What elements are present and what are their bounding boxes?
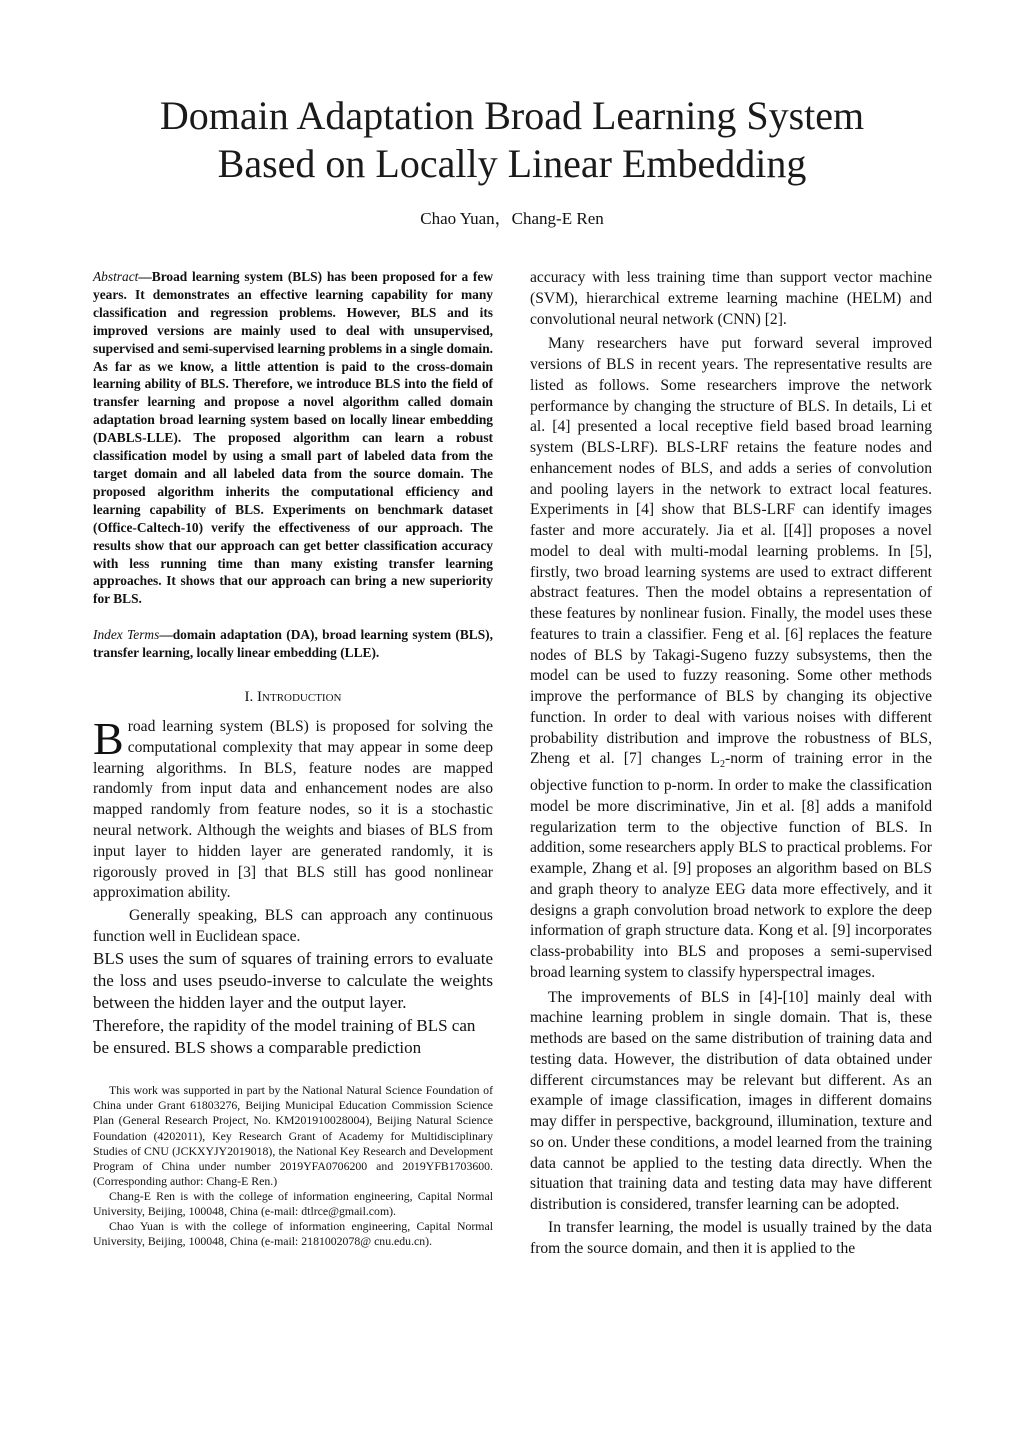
drop-cap: B (93, 713, 124, 765)
right-column (530, 268, 932, 1259)
left-column (93, 268, 493, 1249)
intro-paragraph-2c: Therefore, the rapidity of the model training of BLS can be ensured. BLS shows a comparable prediction (93, 1015, 476, 1057)
right-paragraph-2b: -norm of training error in the objective function to p-norm. In order to make the classification model be more discriminative, Jin et al. [8] adds a manifold regularization term to the objective function of BLS. In addition, some researchers apply BLS to practical problems. For example, Zhang et al. [9] proposes an algorithm based on BLS and graph theory to analyze EEG data more effectively, and it designs a graph convolution broad network to explore the deep information of graph structure data. Kong et al. [9] incorporates class-probability into BLS and proposes a semi-supervised broad learning system to classify hyperspectral images. (530, 750, 932, 981)
index-terms (93, 626, 493, 662)
index-terms-text: —domain adaptation (DA), broad learning system (BLS), transfer learning, locally linear embedding (LLE). (93, 627, 493, 661)
author-line: Chao Yuan，Chang-E Ren (420, 209, 604, 228)
abstract-label: Abstract (93, 269, 139, 284)
section-heading (93, 687, 493, 707)
title-line-1: Domain Adaptation Broad Learning System (159, 93, 865, 138)
title-line-2: Based on Locally Linear Embedding (217, 141, 807, 186)
intro-paragraph-2a: Generally speaking, BLS can approach any continuous function well in Euclidean space. (93, 907, 493, 945)
right-paragraph-2 (530, 334, 932, 983)
footnotes (93, 1083, 493, 1249)
abstract (93, 268, 493, 608)
footnote-author-ren: Chang-E Ren is with the college of information engineering, Capital Normal University, Beijing, 100048, China (e-mail: dtlrce@gmail.com). (93, 1188, 493, 1219)
abstract-text: —Broad learning system (BLS) has been proposed for a few years. It demonstrates an effective learning capability for many classification and regression problems. However, BLS and its improved versions are mainly used to deal with unsupervised, supervised and semi-supervised learning problems in a single domain. As far as we know, a little attention is paid to the cross-domain learning ability of BLS. Therefore, we introduce BLS into the field of transfer learning and propose a novel algorithm called domain adaptation broad learning system based on locally linear embedding (DABLS-LLE). The proposed algorithm can learn a robust classification model by using a small part of labeled data from the target domain and all labeled data from the source domain. The proposed algorithm inherits the computational efficiency and learning capability of BLS. Experiments on benchmark dataset (Office-Caltech-10) verify the effectiveness of our approach. The results show that our approach can get better classification accuracy with less running time than many existing transfer learning approaches. It shows that our approach can bring a new superiority for BLS. (93, 269, 493, 607)
right-paragraph-3: The improvements of BLS in [4]-[10] mainly deal with machine learning problem in single domain. That is, these methods are based on the same distribution of training data and testing data. However, the distribution of data obtained under different circumstances may be relevant but different. As an example of image classification, images in different domains may differ in perspective, background, illumination, texture and so on. Under these conditions, a model learned from the training data cannot be applied to the testing data directly. When the situation that training data and testing data may have different distribution is considered, transfer learning can be adopted. (530, 988, 932, 1214)
section-number: I. (244, 689, 254, 706)
right-paragraph-2a: Many researchers have put forward several improved versions of BLS in recent years. The representative results are listed as follows. Some researchers improve the network performance by changing the structure of BLS. In details, Li et al. [4] presented a local receptive field based broad learning system (BLS-LRF). BLS-LRF retains the feature nodes and enhancement nodes of BLS, and adds a series of convolution and pooling layers in the network to extract local features. Experiments in [4] show that BLS-LRF can identify images faster and more accurately. Jia et al. [[4]] proposes a novel model to deal with multi-modal learning problems. In [5], firstly, two broad learning systems are used to extract different abstract features. Then the model obtains a representation of these features by nonlinear fusion. Finally, the model uses these features to train a classifier. Feng et al. [6] replaces the feature nodes of BLS by Takagi-Sugeno fuzzy subsystems, then the model can be used to fuzzy reasoning. Some other methods improve the performance of BLS by changing its objective function. In order to deal with various noises with different probability distribution and improve the robustness of BLS, Zheng et al. [7] changes L (530, 335, 932, 768)
footnote-funding: This work was supported in part by the National Natural Science Foundation of China under Grant 61803276, Beijing Municipal Education Commission Science Plan (General Research Project, No. KM201910028004), Beijing Natural Science Foundation (4202011), Key Research Grant of Academy for Multidisciplinary Studies of CNU (JCKXYJY2019018), the National Key Research and Development Program of China under number 2019YFA0706200 and 2019YFB1703600. (Corresponding author: Chang-E Ren.) (93, 1083, 493, 1188)
intro-paragraph-2 (93, 906, 493, 948)
section-title: Introduction (257, 689, 342, 706)
intro-paragraph-2b: BLS uses the sum of squares of training errors to evaluate the loss and uses pseudo-inverse to calculate the weights between the hidden layer and the output layer. (93, 948, 493, 1013)
right-paragraph-1: accuracy with less training time than support vector machine (SVM), hierarchical extreme learning machine (HELM) and convolutional neural network (CNN) [2]. (530, 269, 932, 328)
index-terms-label: Index Terms (93, 627, 160, 643)
subscript-2: 2 (720, 759, 726, 771)
footnote-author-yuan: Chao Yuan is with the college of information engineering, Capital Normal University, Beijing, 100048, China (e-mail: 2181002078@ cnu.edu.cn). (93, 1219, 493, 1249)
right-paragraph-4: In transfer learning, the model is usually trained by the data from the source domain, and then it is applied to the (530, 1218, 932, 1257)
paper-title (60, 92, 964, 188)
intro-paragraph-1 (93, 713, 493, 904)
intro-paragraph-1-text: road learning system (BLS) is proposed for solving the computational complexity that may appear in some deep learning algorithms. In BLS, feature nodes are mapped randomly from input data and enhancement nodes are also mapped randomly from feature nodes, so it is a stochastic neural network. Although the weights and biases of BLS from input layer to hidden layer are generated randomly, it is rigorously proved in [3] that BLS still has good nonlinear approximation ability. (93, 718, 493, 902)
